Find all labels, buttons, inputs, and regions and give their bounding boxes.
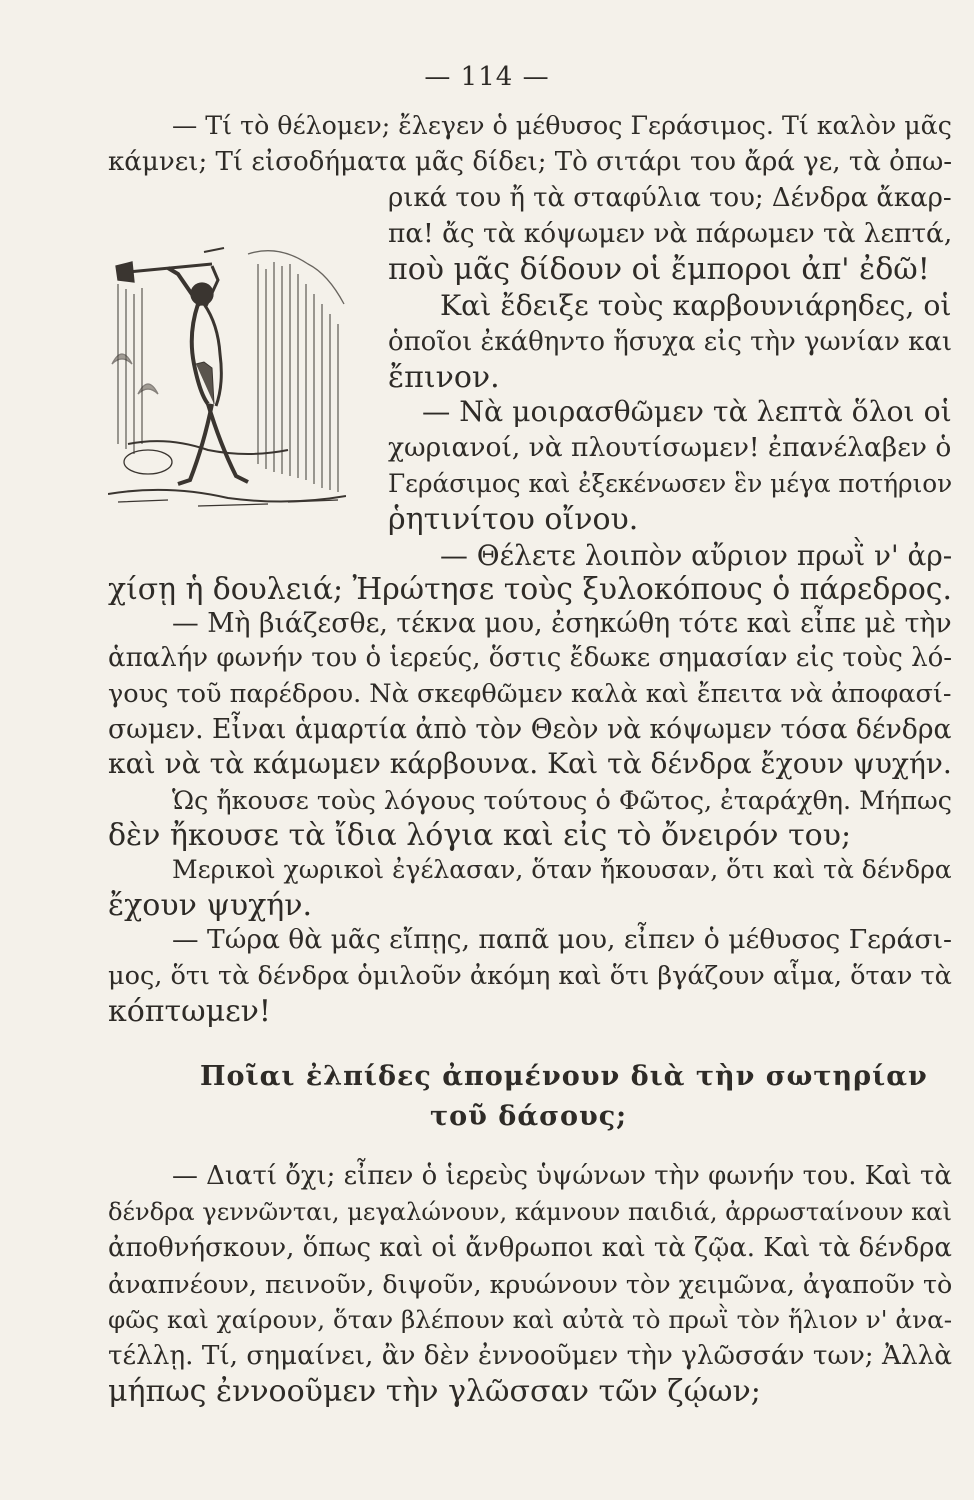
text-line: χίσῃ ἡ δουλειά; Ἠρώτησε τοὺς ξυλοκόπους ὁ πάρεδρος.: [108, 572, 952, 607]
section-heading: Ποῖαι ἐλπίδες ἀπομένουν διὰ τὴν σωτηρίαν: [200, 1061, 928, 1092]
text-line: ἀποθνήσκουν, ὅπως καὶ οἱ ἄνθρωποι καὶ τὰ ζῷα. Καὶ τὰ δένδρα: [108, 1233, 952, 1263]
text-line: — Μὴ βιάζεσθε, τέκνα μου, ἐσηκώθη τότε καὶ εἶπε μὲ τὴν: [172, 608, 952, 639]
text-line: ἀναπνέουν, πεινοῦν, διψοῦν, κρυώνουν τὸν χειμῶνα, ἀγαποῦν τὸ: [108, 1269, 953, 1299]
text-line: ἔχουν ψυχήν.: [108, 888, 313, 923]
text-line: — Τί τὸ θέλομεν; ἔλεγεν ὁ μέθυσος Γεράσιμος. Τί καλὸν μᾶς: [172, 111, 952, 140]
text-line: ἔπινον.: [388, 360, 500, 395]
text-line: κάμνει; Τί εἰσοδήματα μᾶς δίδει; Τὸ σιτάρι του ἄρά γε, τὰ ὀπω-: [108, 147, 953, 177]
text-line: δένδρα γεννῶνται, μεγαλώνουν, κάμνουν παιδιά, ἀρρωσταίνουν καὶ: [108, 1198, 952, 1226]
text-line: ῥητινίτου οἴνου.: [388, 502, 639, 537]
text-line: Καὶ ἔδειξε τοὺς καρβουνιάρηδες, οἱ: [440, 289, 952, 322]
text-line: χωριανοί, νὰ πλουτίσωμεν! ἐπανέλαβεν ὁ: [388, 432, 952, 463]
text-line: ὁποῖοι ἐκάθηντο ἥσυχα εἰς τὴν γωνίαν και: [388, 327, 953, 357]
text-line: πα! ἄς τὰ κόψωμεν νὰ πάρωμεν τὰ λεπτά,: [388, 219, 953, 249]
text-line: Μερικοὶ χωρικοὶ ἐγέλασαν, ὅταν ἤκουσαν, ὅτι καὶ τὰ δένδρα: [172, 855, 952, 884]
text-line: σωμεν. Εἶναι ἁμαρτία ἀπὸ τὸν Θεὸν νὰ κόψωμεν τόσα δένδρα: [108, 714, 952, 745]
section-heading-continued: τοῦ δάσους;: [430, 1101, 628, 1132]
text-line: — Νὰ μοιρασθῶμεν τὰ λεπτὰ ὅλοι οἱ: [422, 395, 952, 428]
text-line: μήπως ἐννοοῦμεν τὴν γλῶσσαν τῶν ζῴων;: [108, 1374, 761, 1409]
text-line: — Θέλετε λοιπὸν αὔριον πρωῒ ν' ἀρ-: [440, 539, 953, 572]
woodcutter-illustration: [108, 244, 346, 512]
page-number: — 114 —: [424, 62, 550, 92]
text-line: τέλλῃ. Τί, σημαίνει, ἂν δὲν ἐννοοῦμεν τὴν γλῶσσάν των; Ἀλλὰ: [108, 1341, 952, 1371]
text-line: καὶ νὰ τὰ κάμωμεν κάρβουνα. Καὶ τὰ δένδρα ἔχουν ψυχήν.: [108, 747, 952, 780]
text-line: δὲν ἤκουσε τὰ ἴδια λόγια καὶ εἰς τὸ ὄνειρόν του;: [108, 818, 852, 853]
text-line: μος, ὅτι τὰ δένδρα ὁμιλοῦν ἀκόμη καὶ ὅτι βγάζουν αἷμα, ὅταν τὰ: [108, 961, 952, 991]
text-line: φῶς καὶ χαίρουν, ὅταν βλέπουν καὶ αὐτὰ τὸ πρωῒ τὸν ἥλιον ν' ἀνα-: [108, 1305, 953, 1334]
text-line: γους τοῦ παρέδρου. Νὰ σκεφθῶμεν καλὰ καὶ ἔπειτα νὰ ἀποφασί-: [108, 679, 952, 709]
text-line: ρικά του ἤ τὰ σταφύλια του; Δένδρα ἄκαρ-: [388, 183, 952, 213]
text-line: — Τώρα θὰ μᾶς εἴπῃς, παπᾶ μου, εἶπεν ὁ μέθυσος Γεράσι-: [172, 924, 952, 955]
text-line: κόπτωμεν!: [108, 994, 271, 1029]
text-line: Ὡς ἤκουσε τοὺς λόγους τούτους ὁ Φῶτος, ἐταράχθη. Μήπως: [172, 785, 952, 815]
text-line: ποὺ μᾶς δίδουν οἱ ἔμποροι ἀπ' ἐδῶ!: [388, 252, 930, 287]
text-line: Γεράσιμος καὶ ἐξεκένωσεν ἓν μέγα ποτήριον: [388, 469, 953, 498]
text-line: ἁπαλήν φωνήν του ὁ ἱερεύς, ὅστις ἔδωκε σημασίαν εἰς τοὺς λό-: [108, 643, 953, 673]
text-line: — Διατί ὄχι; εἶπεν ὁ ἱερεὺς ὑψώνων τὴν φωνήν του. Καὶ τὰ: [172, 1161, 952, 1191]
